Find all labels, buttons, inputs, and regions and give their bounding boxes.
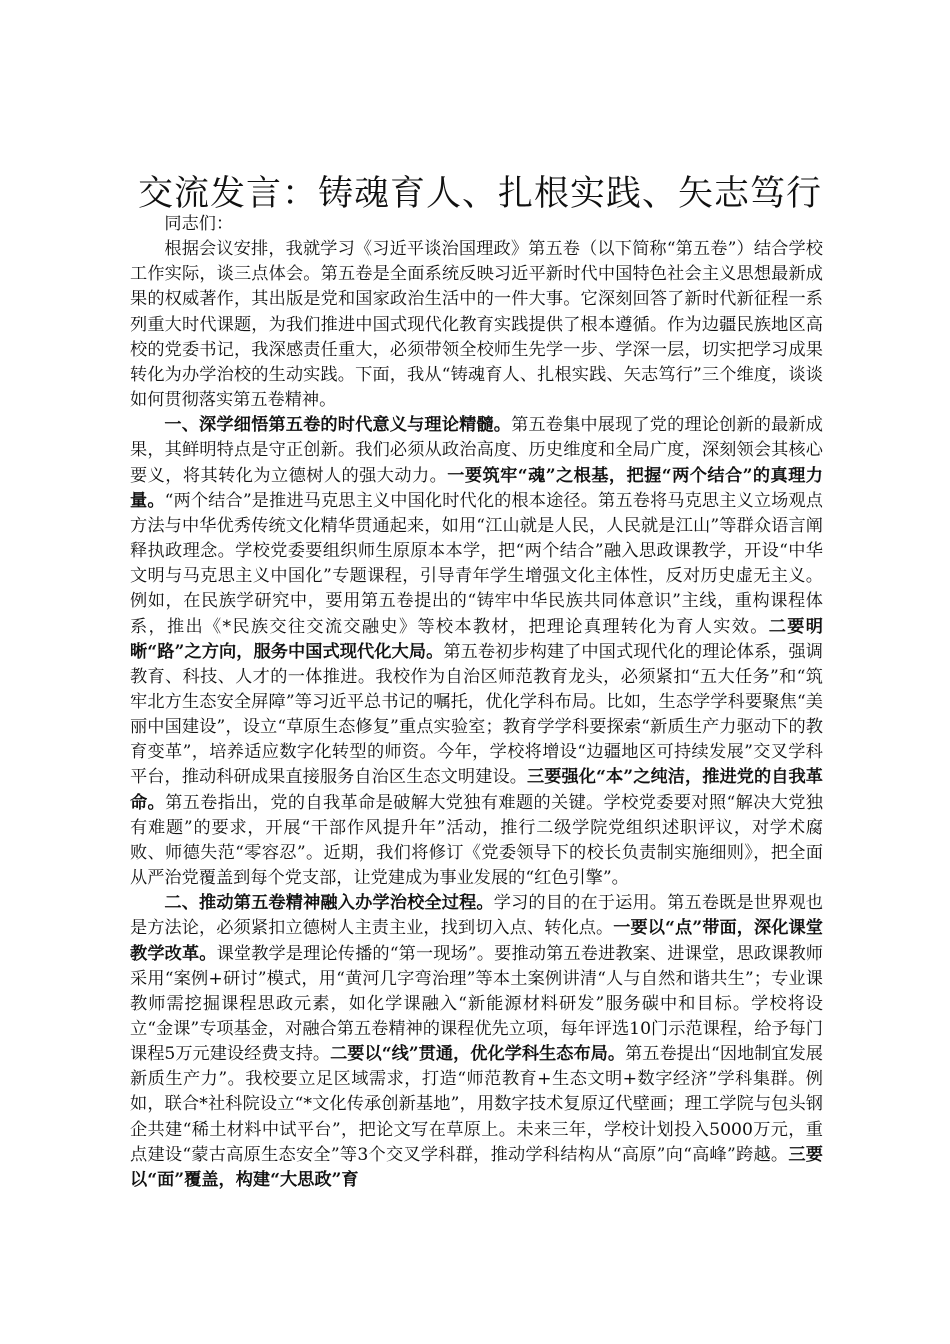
section-1-text-1: 第五卷集中展现了党的理论创新的最新成果，其鲜明特点是守正创新。我们必须从政治高度、历史维度和全局广度，深刻领会其核心要义，将其转化为立德树人的强大动力。 [130, 415, 823, 486]
section-1-point-2: 二要明晰“路”之方向，服务中国式现代化大局。 [130, 616, 823, 662]
section-2-text-1: 学习的目的在于运用。第五卷既是世界观也是方法论，必须紧扣立德树人主责主业，找到切入点、转化点。 [130, 893, 823, 939]
section-1-point-3: 三要强化“本”之纯洁，推进党的自我革命。 [130, 767, 823, 813]
document-title: 交流发言：铸魂育人、扎根实践、矢志笃行 [137, 174, 822, 214]
section-2-point-1: 一要以“点”带面，深化课堂教学改革。 [130, 918, 823, 964]
section-1-text-2: “两个结合”是推进马克思主义中国化时代化的根本途径。第五卷将马克思主义立场观点方法与中华优秀传统文化精华贯通起来，如用“江山就是人民，人民就是江山”等群众语言阐释执政理念。学校党委要组织师生原原本本学，把“两个结合”融入思政课教学，开设“中华文明与马克思主义中国化”专题课程，引导青年学生增强文化主体性，反对历史虚无主义。例如，在民族学研究中，要用第五卷提出的“铸牢中华民族共同体意识”主线，重构课程体系，推出《*民族交往交流交融史》等校本教材，把理论真理转化为育人实效。 [130, 490, 823, 637]
section-2-heading: 二、推动第五卷精神融入办学治校全过程。 [164, 893, 494, 914]
section-1-text-4: 第五卷指出，党的自我革命是破解大党独有难题的关键。学校党委要对照“解决大党独有难题”的要求，开展“干部作风提升年”活动，推行二级学院党组织述职评议，对学术腐败、师德失范“零容忍”。近期，我们将修订《党委领导下的校长负责制实施细则》，把全面从严治党覆盖到每个党支部，让党建成为事业发展的“红色引擎”。 [130, 792, 823, 889]
document-body [130, 212, 823, 1193]
section-1-point-1: 一要筑牢“魂”之根基，把握“两个结合”的真理力量。 [130, 465, 823, 511]
intro-paragraph: 根据会议安排，我就学习《习近平谈治国理政》第五卷（以下简称“第五卷”）结合学校工作实际，谈三点体会。第五卷是全面系统反映习近平新时代中国特色社会主义思想最新成果的权威著作，其出版是党和国家政治生活中的一件大事。它深刻回答了新时代新征程一系列重大时代课题，为我们推进中国式现代化教育实践提供了根本遵循。作为边疆民族地区高校的党委书记，我深感责任重大，必须带领全校师生先学一步、学深一层，切实把学习成果转化为办学治校的生动实践。下面，我从“铸魂育人、扎根实践、矢志笃行”三个维度，谈谈如何贯彻落实第五卷精神。 [130, 239, 823, 411]
salutation: 同志们： [164, 214, 234, 234]
section-2-point-3: 三要以“面”覆盖，构建“大思政”育 [130, 1144, 823, 1190]
section-1-text-3: 第五卷初步构建了中国式现代化的理论体系，强调教育、科技、人才的一体推进。我校作为自治区师范教育龙头，必须紧扣“五大任务”和“筑牢北方生态安全屏障”等习近平总书记的嘱托，优化学科布局。比如，生态学学科要聚焦“美丽中国建设”，设立“草原生态修复”重点实验室；教育学学科要探索“新质生产力驱动下的教育变革”，培养适应数字化转型的师资。今年，学校将增设“边疆地区可持续发展”交叉学科平台，推动科研成果直接服务自治区生态文明建设。 [130, 641, 823, 788]
section-2-text-3: 第五卷提出“因地制宜发展新质生产力”。我校要立足区域需求，打造“师范教育+生态文明+数字经济”学科集群。例如，联合*社科院设立“*文化传承创新基地”，用数字技术复原辽代壁画；理工学院与包头钢企共建“稀土材料中试平台”，把论文写在草原上。未来三年，学校计划投入5000万元，重点建设“蒙古高原生态安全”等3个交叉学科群，推动学科结构从“高原”向“高峰”跨越。 [130, 1044, 823, 1165]
section-1-paragraph [130, 413, 823, 891]
section-2-text-2: 课堂教学是理论传播的“第一现场”。要推动第五卷进教案、进课堂，思政课教师采用“案例+研讨”模式，用“黄河几字弯治理”等本土案例讲清“人与自然和谐共生”；专业课教师需挖掘课程思政元素，如化学课融入“新能源材料研发”服务碳中和目标。学校将设立“金课”专项基金，对融合第五卷精神的课程优先立项，每年评选10门示范课程，给予每门课程5万元建设经费支持。 [130, 943, 823, 1065]
section-2-point-2: 二要以“线”贯通，优化学科生态布局。 [330, 1044, 626, 1065]
section-2-paragraph [130, 891, 823, 1193]
section-1-heading: 一、深学细悟第五卷的时代意义与理论精髓。 [164, 415, 512, 436]
